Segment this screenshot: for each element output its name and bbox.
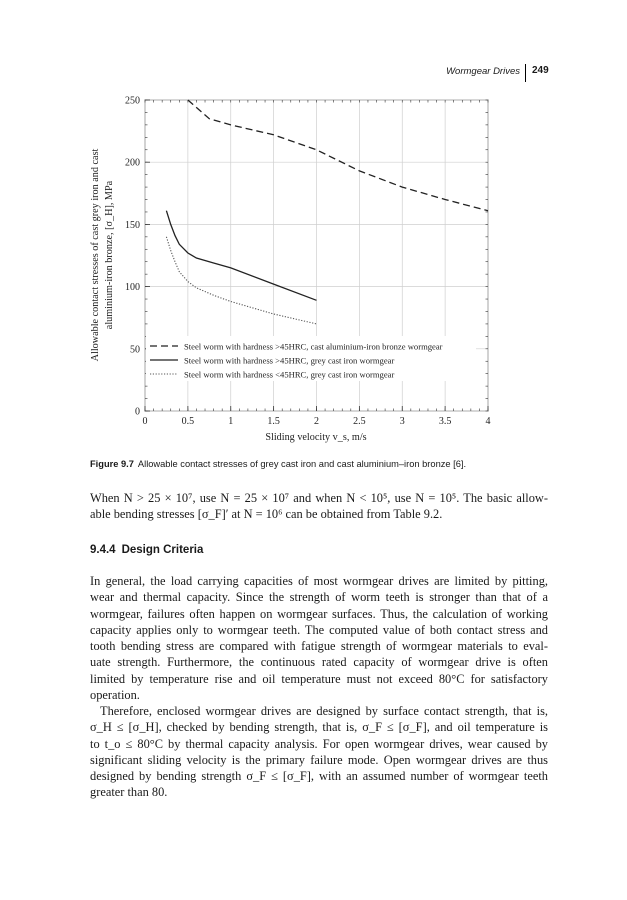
figure-caption-text: Allowable contact stresses of grey cast iron and cast aluminium–iron bronze [6]. bbox=[137, 459, 467, 469]
x-tick-label: 3.5 bbox=[438, 416, 452, 427]
running-title: Wormgear Drives bbox=[446, 66, 520, 77]
y-tick-label: 50 bbox=[130, 344, 140, 356]
x-tick-label: 2 bbox=[314, 416, 319, 427]
paragraph-line: Therefore, enclosed wormgear drives are designed by surface contact strength, that is, bbox=[100, 704, 548, 718]
paragraph-line: operation. bbox=[90, 688, 140, 703]
legend-label-3: Steel worm with hardness <45HRC, grey cast iron wormgear bbox=[184, 369, 395, 380]
x-tick-label: 4 bbox=[485, 416, 491, 427]
x-tick-label: 0.5 bbox=[181, 416, 195, 427]
x-tick-label: 0 bbox=[142, 416, 148, 427]
paragraph-line: significant sliding velocity is the primary failure mode. Open wormgear drives are thus bbox=[90, 752, 548, 767]
paragraph-line: In general, the load carrying capacities of most wormgear drives are limited by pitting, bbox=[90, 574, 548, 588]
paragraph-line: wormgear, failures often happen on wormgear surfaces. Thus, the calculation of working bbox=[90, 606, 548, 621]
intro-line-1: When N > 25 × 10⁷, use N = 25 × 10⁷ and when N < 10⁵, use N = 10⁵. The basic allow- bbox=[90, 491, 548, 505]
section-heading bbox=[90, 544, 203, 556]
paragraph-2 bbox=[90, 703, 548, 801]
paragraph-line: greater than 80. bbox=[90, 785, 168, 800]
intro-line-2: able bending stresses [σ_F]′ at N = 10⁶ can be obtained from Table 9.2. bbox=[90, 507, 443, 522]
x-tick-label: 1.5 bbox=[267, 416, 280, 427]
running-header bbox=[446, 64, 580, 82]
y-tick-label: 100 bbox=[125, 282, 140, 294]
paragraph-line: wear and thermal capacity. Since the strength of worm teeth is stronger than that of a bbox=[90, 590, 548, 605]
y-tick-label: 250 bbox=[125, 95, 140, 107]
series-line-3 bbox=[166, 237, 316, 324]
paragraph-line: σ_H ≤ [σ_H], checked by bending strength, that is, σ_F ≤ [σ_F], and oil temperature is bbox=[90, 720, 548, 735]
page-number: 249 bbox=[532, 65, 549, 76]
figure-caption bbox=[90, 459, 550, 469]
section-title: Design Criteria bbox=[121, 544, 204, 556]
section-number: 9.4.4 bbox=[90, 544, 116, 556]
y-axis-label-line1: Allowable contact stresses of cast grey iron and cast bbox=[90, 148, 101, 362]
paragraph-1 bbox=[90, 573, 548, 703]
paragraph-line: tooth bending stress are compared with fatigue strength of wormgear materials to eval- bbox=[90, 639, 548, 654]
paragraph-line: uate strength. Furthermore, the continuous rated capacity of wormgear drive is often bbox=[90, 655, 548, 670]
y-axis-label-line2: aluminium-iron bronze, [σ_H], MPa bbox=[104, 180, 115, 330]
data-series bbox=[166, 100, 488, 324]
figure-chart bbox=[88, 92, 498, 444]
paragraph-line: designed by bending strength σ_F ≤ [σ_F], with an assumed number of wormgear teeth bbox=[90, 769, 548, 784]
x-tick-label: 1 bbox=[228, 416, 234, 427]
header-rule bbox=[525, 64, 526, 82]
paragraph-line: capacity applies only to wormgear teeth. The computed value of both contact stress and bbox=[90, 622, 548, 637]
x-tick-label: 2.5 bbox=[353, 416, 366, 427]
paragraph-line: to t_o ≤ 80°C by thermal capacity analysis. For open wormgear drives, wear caused by bbox=[90, 736, 548, 751]
y-tick-label: 0 bbox=[135, 406, 140, 418]
intro-paragraph bbox=[90, 490, 548, 523]
y-tick-label: 200 bbox=[125, 157, 140, 169]
x-tick-label: 3 bbox=[399, 416, 405, 427]
figure-label: Figure 9.7 bbox=[90, 459, 134, 469]
paragraph-line: limited by temperature rise and oil temperature must not exceed 80°C for satisfactory bbox=[90, 671, 548, 686]
legend-label-2: Steel worm with hardness >45HRC, grey cast iron wormgear bbox=[184, 355, 395, 366]
legend-label-1: Steel worm with hardness >45HRC, cast aluminium-iron bronze wormgear bbox=[184, 341, 443, 352]
series-line-1 bbox=[188, 100, 488, 211]
y-tick-label: 150 bbox=[125, 219, 140, 231]
x-axis-label: Sliding velocity v_s, m/s bbox=[265, 432, 367, 443]
